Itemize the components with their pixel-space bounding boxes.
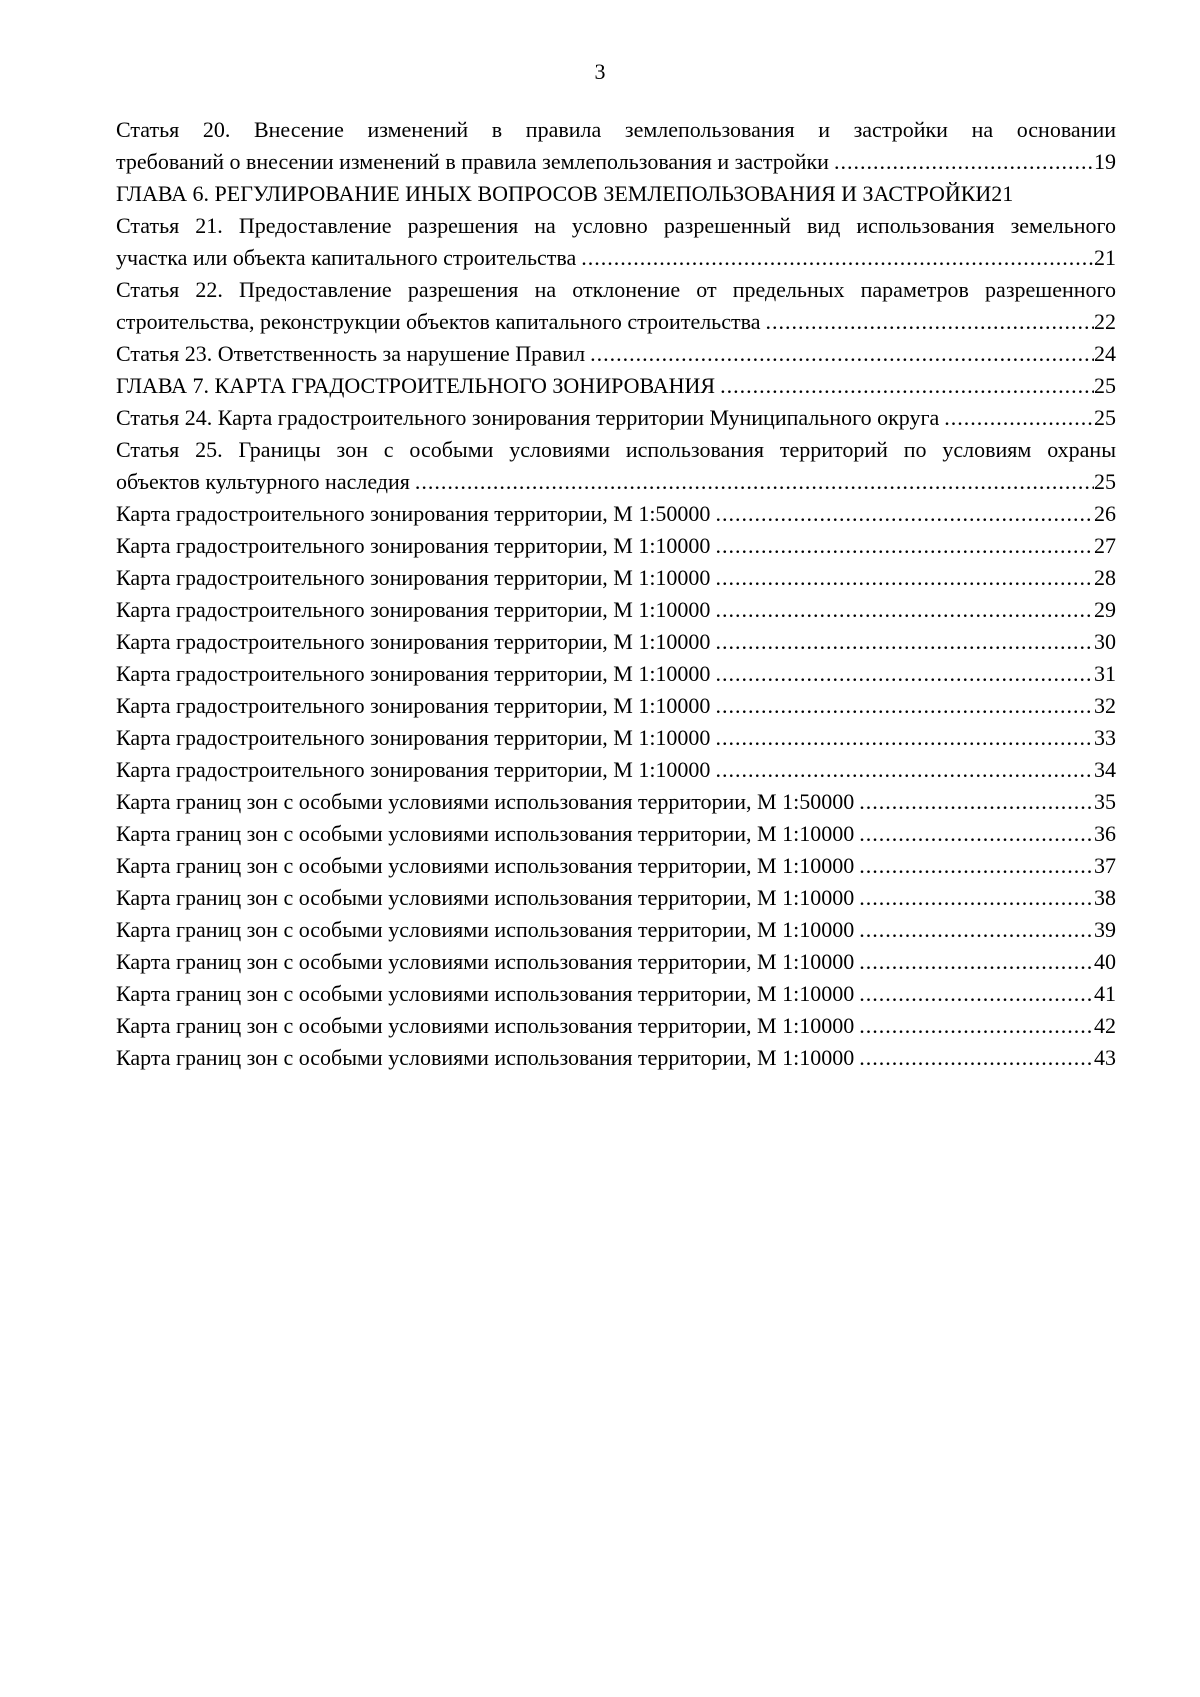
dot-leader bbox=[765, 306, 1094, 338]
dot-leader bbox=[415, 466, 1094, 498]
dot-leader bbox=[715, 562, 1094, 594]
toc-entry[interactable] bbox=[116, 178, 1116, 210]
toc-entry-last-line bbox=[116, 562, 1116, 594]
toc-entry-page-number: 36 bbox=[1094, 821, 1116, 846]
toc-entry-page-number: 42 bbox=[1094, 1013, 1116, 1038]
toc-entry-last-line bbox=[116, 466, 1116, 498]
dot-leader bbox=[720, 370, 1094, 402]
toc-entry-last-line bbox=[116, 850, 1116, 882]
toc-entry[interactable] bbox=[116, 114, 1116, 178]
dot-leader bbox=[859, 786, 1094, 818]
toc-entry[interactable] bbox=[116, 210, 1116, 274]
toc-entry-last-line bbox=[116, 946, 1116, 978]
toc-entry-last-line bbox=[116, 978, 1116, 1010]
toc-entry[interactable] bbox=[116, 818, 1116, 850]
toc-entry-last-line bbox=[116, 690, 1116, 722]
toc-entry-page-number: 25 bbox=[1094, 469, 1116, 494]
dot-leader bbox=[715, 530, 1094, 562]
toc-entry[interactable] bbox=[116, 786, 1116, 818]
toc-entry[interactable] bbox=[116, 274, 1116, 338]
toc-entry[interactable] bbox=[116, 338, 1116, 370]
table-of-contents bbox=[116, 114, 1116, 1074]
toc-entry-title: Карта границ зон с особыми условиями использования территории, М 1:10000 bbox=[116, 1013, 855, 1038]
dot-leader bbox=[715, 658, 1094, 690]
toc-entry[interactable] bbox=[116, 690, 1116, 722]
dot-leader bbox=[715, 626, 1094, 658]
toc-entry-title: Карта границ зон с особыми условиями использования территории, М 1:10000 bbox=[116, 917, 855, 942]
toc-entry[interactable] bbox=[116, 946, 1116, 978]
toc-entry-title-line: Статья 21. Предоставление разрешения на условно разрешенный вид использования земельного bbox=[116, 213, 1116, 238]
dot-leader bbox=[834, 146, 1094, 178]
toc-entry-last-line bbox=[116, 594, 1116, 626]
toc-entry-title: участка или объекта капитального строительства bbox=[116, 245, 577, 270]
dot-leader bbox=[715, 722, 1094, 754]
toc-entry[interactable] bbox=[116, 402, 1116, 434]
toc-entry-last-line bbox=[116, 530, 1116, 562]
toc-entry-title-line: Статья 25. Границы зон с особыми условиями использования территорий по условиям охраны bbox=[116, 437, 1116, 462]
toc-entry-last-line bbox=[116, 818, 1116, 850]
toc-entry-page-number: 40 bbox=[1094, 949, 1116, 974]
toc-entry[interactable] bbox=[116, 914, 1116, 946]
toc-entry-page-number: 27 bbox=[1094, 533, 1116, 558]
toc-entry-page-number: 31 bbox=[1094, 661, 1116, 686]
toc-entry[interactable] bbox=[116, 370, 1116, 402]
toc-entry-last-line bbox=[116, 338, 1116, 370]
toc-entry[interactable] bbox=[116, 882, 1116, 914]
dot-leader bbox=[859, 1042, 1094, 1074]
toc-entry-page-number: 25 bbox=[1094, 373, 1116, 398]
toc-entry[interactable] bbox=[116, 626, 1116, 658]
toc-entry-last-line bbox=[116, 658, 1116, 690]
toc-entry-title: Карта границ зон с особыми условиями использования территории, М 1:10000 bbox=[116, 885, 855, 910]
toc-entry-title: Статья 24. Карта градостроительного зонирования территории Муниципального округа bbox=[116, 405, 940, 430]
dot-leader bbox=[715, 594, 1094, 626]
toc-entry[interactable] bbox=[116, 978, 1116, 1010]
toc-entry-page-number: 21 bbox=[991, 181, 1014, 206]
toc-entry-page-number: 41 bbox=[1094, 981, 1116, 1006]
toc-entry-title: ГЛАВА 7. КАРТА ГРАДОСТРОИТЕЛЬНОГО ЗОНИРОВАНИЯ bbox=[116, 373, 716, 398]
toc-entry-title: Карта градостроительного зонирования территории, М 1:10000 bbox=[116, 661, 711, 686]
toc-entry-page-number: 21 bbox=[1094, 245, 1116, 270]
toc-entry-title: Карта градостроительного зонирования территории, М 1:50000 bbox=[116, 501, 711, 526]
toc-entry-last-line bbox=[116, 1042, 1116, 1074]
dot-leader bbox=[590, 338, 1094, 370]
toc-entry[interactable] bbox=[116, 722, 1116, 754]
toc-entry[interactable] bbox=[116, 594, 1116, 626]
toc-entry-page-number: 26 bbox=[1094, 501, 1116, 526]
toc-entry[interactable] bbox=[116, 658, 1116, 690]
toc-entry-last-line bbox=[116, 914, 1116, 946]
toc-entry[interactable] bbox=[116, 754, 1116, 786]
toc-entry-last-line bbox=[116, 754, 1116, 786]
toc-entry-page-number: 24 bbox=[1094, 341, 1116, 366]
toc-entry-title: строительства, реконструкции объектов капитального строительства bbox=[116, 309, 761, 334]
dot-leader bbox=[715, 690, 1094, 722]
toc-entry-title: Карта границ зон с особыми условиями использования территории, М 1:10000 bbox=[116, 853, 855, 878]
toc-entry-title: Статья 23. Ответственность за нарушение Правил bbox=[116, 341, 586, 366]
toc-entry-title: Карта границ зон с особыми условиями использования территории, М 1:50000 bbox=[116, 789, 855, 814]
toc-entry-title: требований о внесении изменений в правила землепользования и застройки bbox=[116, 149, 829, 174]
toc-entry[interactable] bbox=[116, 562, 1116, 594]
toc-entry-last-line bbox=[116, 786, 1116, 818]
toc-entry-page-number: 37 bbox=[1094, 853, 1116, 878]
dot-leader bbox=[944, 402, 1094, 434]
toc-entry-title: Карта градостроительного зонирования территории, М 1:10000 bbox=[116, 725, 711, 750]
toc-entry-last-line bbox=[116, 1010, 1116, 1042]
toc-entry[interactable] bbox=[116, 498, 1116, 530]
toc-entry-title-line: Статья 20. Внесение изменений в правила землепользования и застройки на основании bbox=[116, 117, 1116, 142]
toc-entry-title: Карта границ зон с особыми условиями использования территории, М 1:10000 bbox=[116, 821, 855, 846]
toc-entry-title: Карта градостроительного зонирования территории, М 1:10000 bbox=[116, 757, 711, 782]
toc-entry-last-line bbox=[116, 306, 1116, 338]
toc-entry-title: Карта границ зон с особыми условиями использования территории, М 1:10000 bbox=[116, 949, 855, 974]
dot-leader bbox=[715, 754, 1094, 786]
dot-leader bbox=[859, 946, 1094, 978]
dot-leader bbox=[859, 1010, 1094, 1042]
toc-entry[interactable] bbox=[116, 1042, 1116, 1074]
toc-entry-page-number: 30 bbox=[1094, 629, 1116, 654]
toc-entry[interactable] bbox=[116, 1010, 1116, 1042]
dot-leader bbox=[581, 242, 1094, 274]
dot-leader bbox=[859, 818, 1094, 850]
toc-entry-page-number: 34 bbox=[1094, 757, 1116, 782]
toc-entry-last-line bbox=[116, 722, 1116, 754]
dot-leader bbox=[859, 914, 1094, 946]
toc-entry[interactable] bbox=[116, 530, 1116, 562]
toc-entry-page-number: 22 bbox=[1094, 309, 1116, 334]
toc-entry-title: Карта границ зон с особыми условиями использования территории, М 1:10000 bbox=[116, 1045, 855, 1070]
dot-leader bbox=[859, 850, 1094, 882]
toc-entry-last-line bbox=[116, 370, 1116, 402]
toc-entry-title: Карта градостроительного зонирования территории, М 1:10000 bbox=[116, 597, 711, 622]
toc-entry-page-number: 25 bbox=[1094, 405, 1116, 430]
toc-entry-page-number: 28 bbox=[1094, 565, 1116, 590]
toc-entry-last-line bbox=[116, 146, 1116, 178]
toc-entry-page-number: 38 bbox=[1094, 885, 1116, 910]
toc-entry[interactable] bbox=[116, 850, 1116, 882]
dot-leader bbox=[715, 498, 1094, 530]
toc-entry-page-number: 39 bbox=[1094, 917, 1116, 942]
toc-entry-last-line bbox=[116, 402, 1116, 434]
page-number: 3 bbox=[594, 59, 606, 84]
toc-entry-page-number: 43 bbox=[1094, 1045, 1116, 1070]
toc-entry-page-number: 33 bbox=[1094, 725, 1116, 750]
toc-entry-title-line: Статья 22. Предоставление разрешения на отклонение от предельных параметров разрешенного bbox=[116, 277, 1116, 302]
toc-entry-page-number: 32 bbox=[1094, 693, 1116, 718]
toc-entry-last-line bbox=[116, 242, 1116, 274]
toc-entry-title: ГЛАВА 6. РЕГУЛИРОВАНИЕ ИНЫХ ВОПРОСОВ ЗЕМЛЕПОЛЬЗОВАНИЯ И ЗАСТРОЙКИ bbox=[116, 181, 992, 206]
toc-entry-page-number: 29 bbox=[1094, 597, 1116, 622]
toc-entry-page-number: 19 bbox=[1094, 149, 1116, 174]
toc-entry-last-line bbox=[116, 626, 1116, 658]
toc-entry-last-line bbox=[116, 178, 1116, 210]
toc-entry-title: Карта границ зон с особыми условиями использования территории, М 1:10000 bbox=[116, 981, 855, 1006]
toc-entry-title: Карта градостроительного зонирования территории, М 1:10000 bbox=[116, 629, 711, 654]
dot-leader bbox=[859, 882, 1094, 914]
toc-entry-title: объектов культурного наследия bbox=[116, 469, 410, 494]
toc-entry-last-line bbox=[116, 882, 1116, 914]
toc-entry-page-number: 35 bbox=[1094, 789, 1116, 814]
toc-entry-title: Карта градостроительного зонирования территории, М 1:10000 bbox=[116, 565, 711, 590]
toc-entry-last-line bbox=[116, 498, 1116, 530]
toc-entry[interactable] bbox=[116, 434, 1116, 498]
toc-entry-title: Карта градостроительного зонирования территории, М 1:10000 bbox=[116, 533, 711, 558]
toc-entry-title: Карта градостроительного зонирования территории, М 1:10000 bbox=[116, 693, 711, 718]
dot-leader bbox=[859, 978, 1094, 1010]
